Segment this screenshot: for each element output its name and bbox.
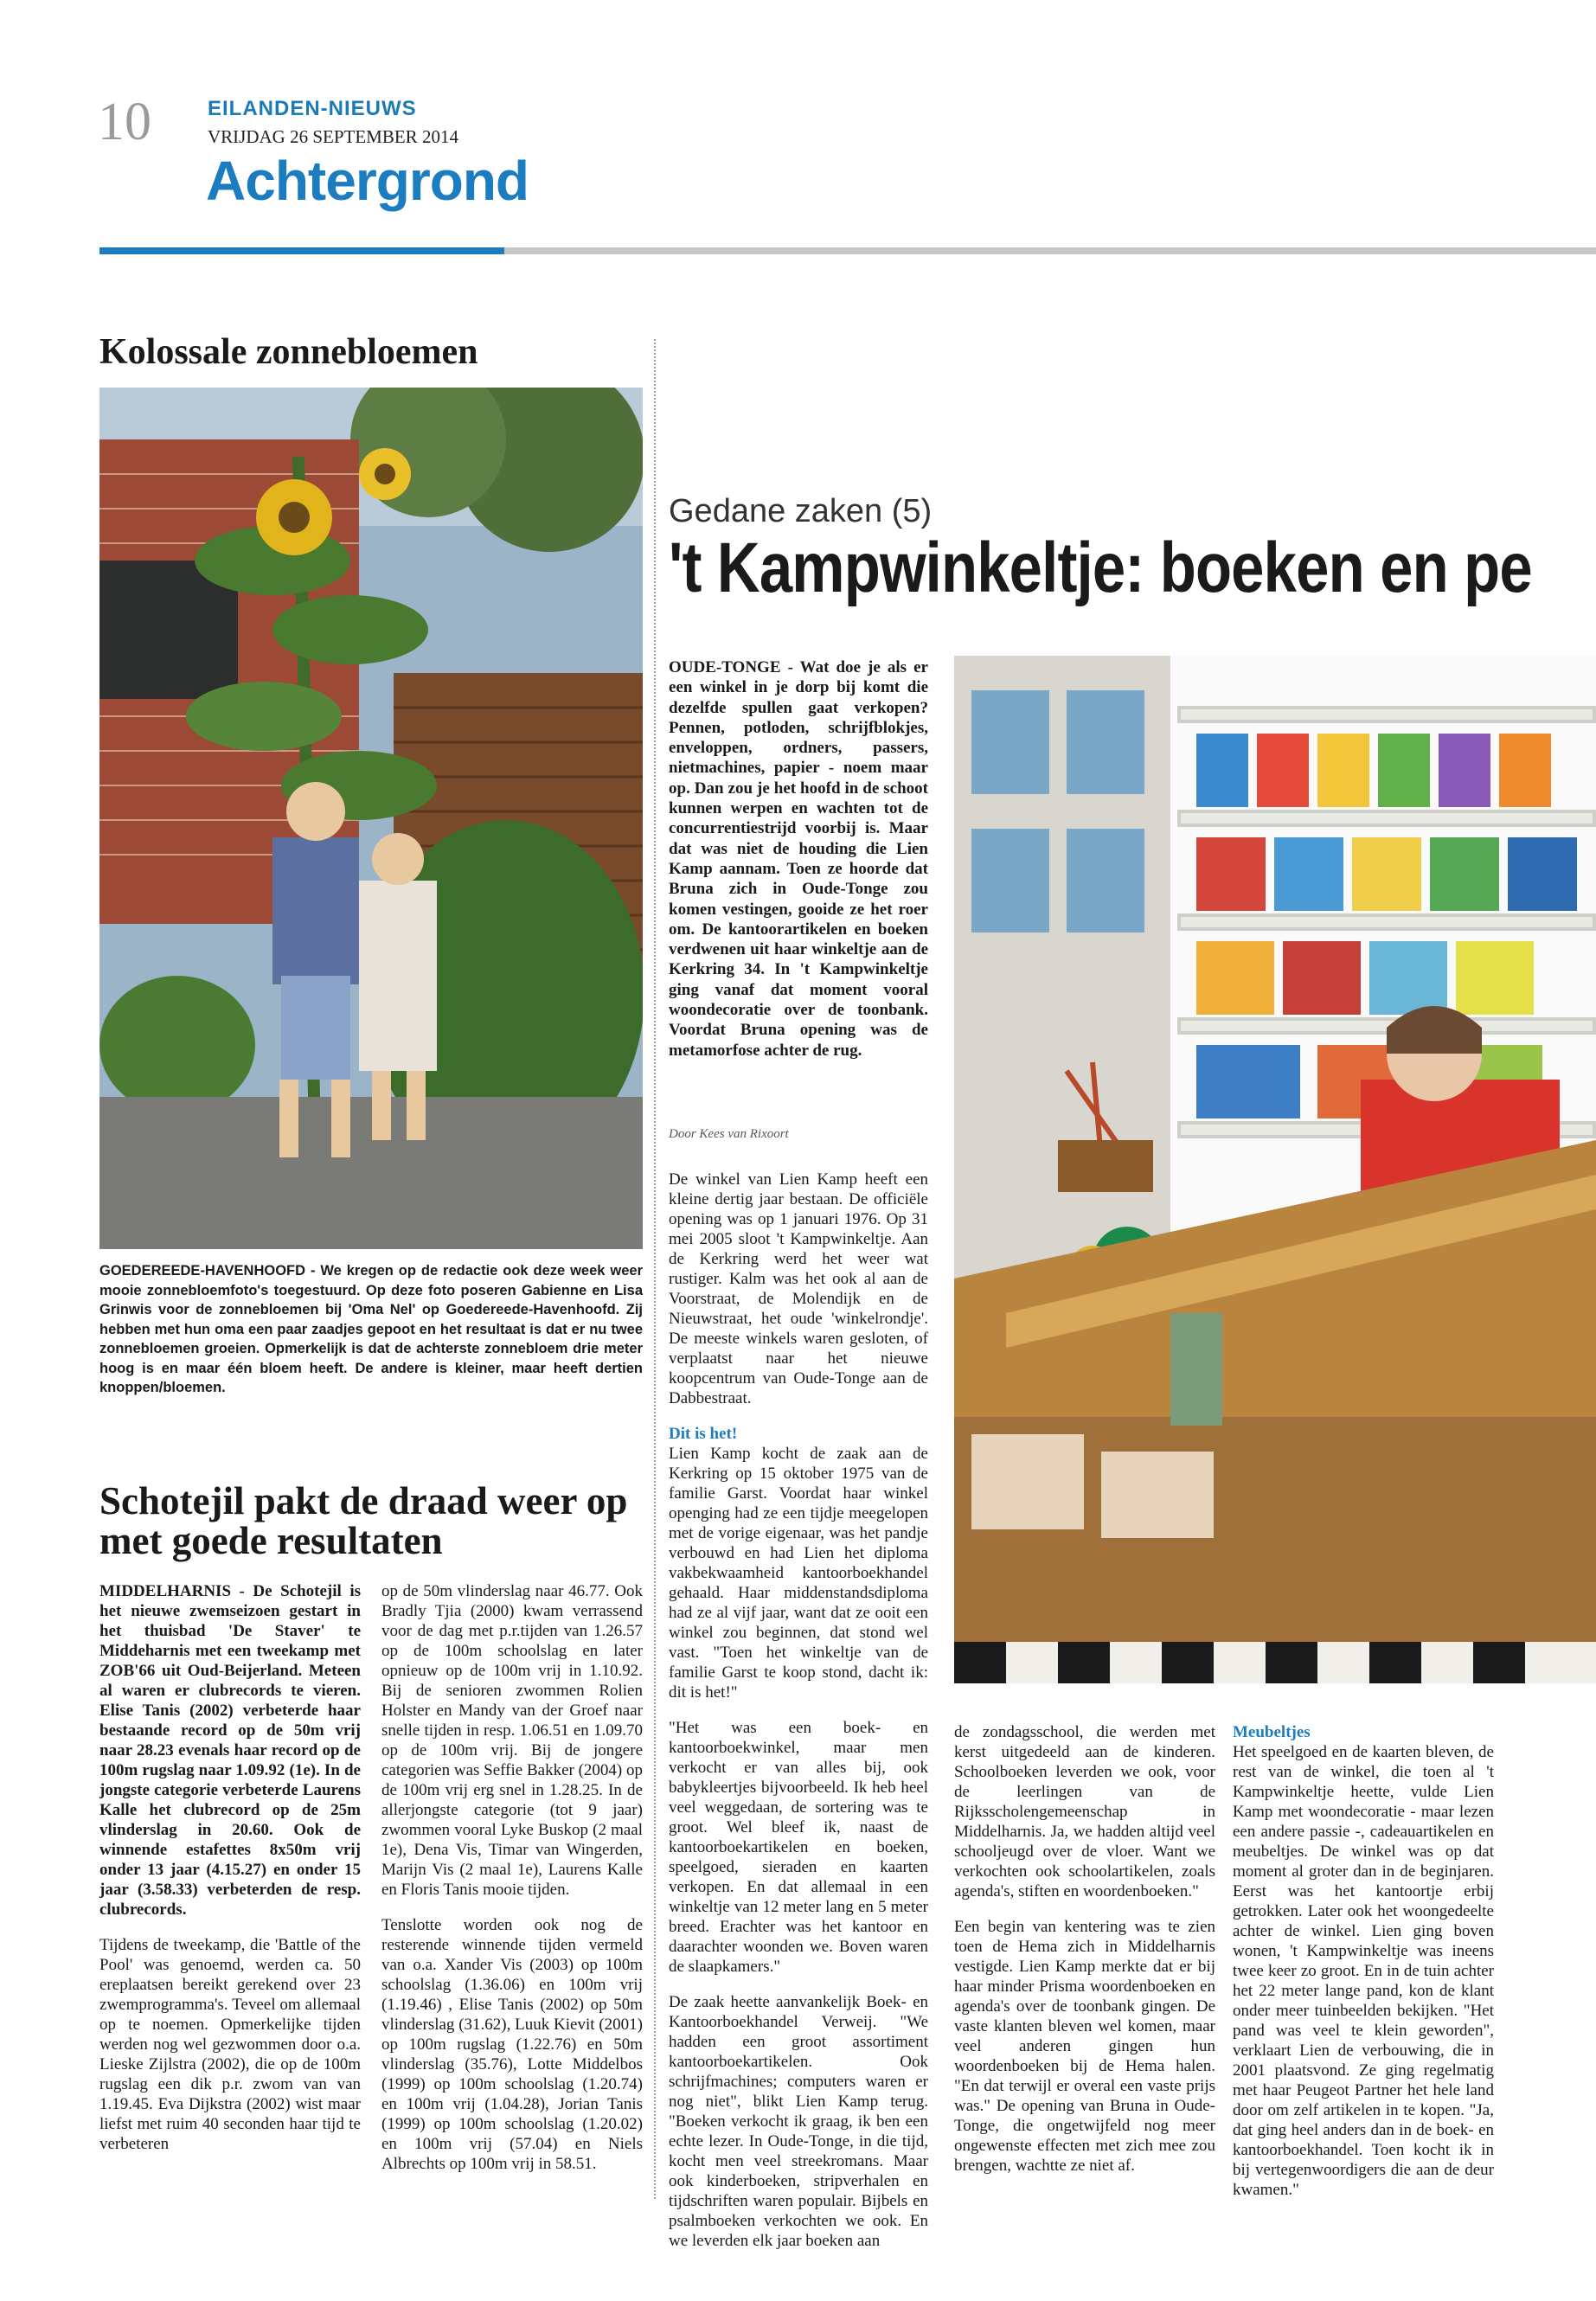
shop-paragraph-7: Het speelgoed en de kaarten bleven, de rest van de winkel, die toen al 't Kampwinkeltje heette, vulde Lien Kamp met woondecoratie - maar lezen een andere passie -, cadeauartikelen en meubeltjes. De winkel was op dat moment al groter dan in de beginjaren. Eerst was het kantoortje erbij getrokken. Later ook het woongedeelte achter de winkel. Lien ging boven wonen, 't Kampwinkeltje was ineens twee keer zo groot. En in de tuin achter het 22 meter lange pand, kon de klant onder meer tuinbeelden bekijken. "Het pand was veel te klein geworden", verklaart Lien de verbouwing, die in 2001 plaatsvond. Ze ging regelmatig met haar Peugeot Partner het hele land door om zelf artikelen in te kopen. "Ja, dat ging heel anders dan in de boek- en kantoorboekhandel. Toen kocht ik in bij vertegenwoordigers die aan de deur kwamen." [1233,1743,1494,2199]
shop-paragraph-2: Lien Kamp kocht de zaak aan de Kerkring op 15 oktober 1975 van de familie Garst. Voordat haar winkel openging had ze een tijdje meegelopen met de vorige eigenaar, was het pandje verbouwd en had Lien het diploma vakbekwaamheid kantoorboekhandel gehaald. Haar middenstandsdiploma had ze al vijf jaar, want dat ze ooit een winkel zou beginnen, dat stond wel vast. "Toen het winkeltje van de familie Garst te koop stond, dacht ik: dit is het!" [669,1445,928,1702]
shop-photo [954,656,1596,1683]
swim-column-2 [381,1581,643,2189]
dateline: VRIJDAG 26 SEPTEMBER 2014 [208,126,458,147]
sunflower-caption: GOEDEREEDE-HAVENHOOFD - We kregen op de redactie ook deze week weer mooie zonnebloemfoto's toegestuurd. Op deze foto poseren Gabienne en Lisa Grinwis voor de zonnebloemen bij 'Oma Nel' op Goedereede-Havenhoofd. Zij hebben met hun oma een paar zaadjes gepoot en het resultaat is dat er nu twee zonnebloemen groeien. Opmerkelijk is dat de achterste zonnebloem drie meter hoog is en maar één bloem heeft. De andere is kleiner, maar heeft dertien knoppen/bloemen. [99,1263,643,1395]
swim-body-2: op de 50m vlinderslag naar 46.77. Ook Bradly Tjia (2000) kwam verrassend voor de dag met p.r.tijden van 1.26.57 op de 100m schoolslag en later opnieuw op de 100m vrij in 1.10.92. Bij de senioren zwommen Rolien Holster en Mandy van der Groef naar snelle tijden in resp. 1.06.51 en 1.09.70 op de 100m vrij. Bij de jongere categorien was Seffie Bakker (2004) op de 100m vrij erg snel in 1.28.25. In de allerjongste categorie (tot 9 jaar) zwommen vooral Lyke Buskop (2 maal 1e), Dena Vis, Timar van Wingerden, Marijn Vis (2 maal 1e), Laurens Kalle en Floris Tanis mooie tijden. [381,1582,643,1899]
shop-byline: Door Kees van Rixoort [669,1127,789,1141]
sunflower-headline: Kolossale zonnebloemen [99,332,478,372]
shop-paragraph-6: Een begin van kentering was te zien toen de Hema zich in Middelharnis vestigde. Lien Kamp merkte dat er bij haar minder Prisma woordenboeken en agenda's over de toonbank gingen. De vaste klanten bleven wel komen, maar veel anderen gingen hun woordenboeken bij de Hema halen. "En dat terwijl er overal een vaste prijs was." De opening van Bruna in Oude-Tonge, die ongetwijfeld nog meer ongewenste effecten met zich mee zou brengen, wachtte ze niet af. [954,1918,1215,2175]
shop-column-1 [669,1170,928,2266]
shop-paragraph-4: De zaak heette aanvankelijk Boek- en Kantoorboekhandel Verweij. "We hadden een groot assortiment kantoorboekartikelen. Ook schrijfmachines; computers waren er nog niet", blikt Lien Kamp terug. "Boeken verkocht ik graag, ik ben een echte lezer. In Oude-Tonge, in die tijd, kocht men veel streekromans. Maar ook kinderboeken, stripverhalen en tijdschriften waren populair. Bijbels en psalmboeken verkochten we ook. En we leverden elk jaar boeken aan [669,1993,928,2250]
shop-column-2 [954,1722,1215,2191]
shop-subhead-1: Dit is het! [669,1425,738,1443]
header-rule-accent [99,247,504,254]
swim-headline: Schotejil pakt de draad weer op met goede resultaten [99,1479,628,1562]
sunflower-photo [99,388,643,1249]
swim-column-1 [99,1581,361,2170]
shop-column-3 [1233,1722,1494,2215]
swim-body-1: Tijdens de tweekamp, die 'Battle of the Pool' was genoemd, werden ca. 50 ereplaatsen bereikt gerekend over 23 zwemprogramma's. Teveel om allemaal op te noemen. Opmerkelijke tijden werden nog wel gezwommen door o.a. Lieske Zijlstra (2002), die op de 100m rugslag een dik p.r. zwom van van 1.19.45. Eva Dijkstra (2002) wist maar liefst met ruim 40 seconden haar tijd te verbeteren [99,1936,361,2153]
shop-kicker: Gedane zaken (5) [669,493,933,529]
shop-lead-column [669,657,928,1076]
shop-paragraph-5: de zondagsschool, die werden met kerst uitgedeeld aan de kinderen. Schoolboeken leverden we ook, voor de leerlingen van de Rijksscholengemeenschap in Middelharnis. Ja, we hadden altijd veel schooljeugd over de vloer. Want we verkochten ook schoolartikelen, zoals agenda's, stiften en woordenboeken." [954,1723,1215,1900]
shop-lead: OUDE-TONGE - Wat doe je als er een winkel in je dorp bij komt die dezelfde spullen gaat verkopen? Pennen, potloden, schrijfblokjes, enveloppen, ordners, passers, nietmachines, papier - noem maar op. Dan zou je het hoofd in de schoot kunnen werpen en wachten tot de concurrentiestrijd voorbij is. Maar dat was niet de houding die Lien Kamp aannam. Toen ze hoorde dat Bruna zich in Oude-Tonge zou komen vestingen, gooide ze het roer om. De kantoorartikelen en boeken verdwenen uit haar winkeltje aan de Kerkring 34. In 't Kampwinkeltje ging vanaf dat moment vooral woondecoratie over de toonbank. Voordat Bruna opening was de metamorfose achter de rug. [669,658,928,1060]
shop-headline: 't Kampwinkeltje: boeken en pe [669,529,1532,607]
shop-paragraph-3: "Het was een boek- en kantoorboekwinkel, maar men verkocht er van alles bij, ook babykleertjes bijvoorbeeld. Ik heb heel veel weggedaan, de sortering was te groot. Wel bleef ik, naast de kantoorboekartikelen en boeken, speelgoed, sieraden en kaarten verkopen. En dat allemaal in een winkeltje van 12 meter lang en 5 meter breed. Erachter was het kantoor en daarachter woonden we. Boven waren de slaapkamers." [669,1719,928,1976]
shop-subhead-2: Meubeltjes [1233,1723,1311,1741]
section-title: Achtergrond [206,150,529,212]
swim-lead: MIDDELHARNIS - De Schotejil is het nieuwe zwemseizoen gestart in het thuisbad 'De Staver' te Middeharnis met een tweekamp met ZOB'66 uit Oud-Beijerland. Meteen al waren er clubrecords te vieren. Elise Tanis (2002) verbeterde haar bestaande record op de 50m vrij naar 28.23 evenals haar record op de 100m rugslag naar 1.09.92 (1e). In de jongste categorie verbeterde Laurens Kalle het clubrecord op de 25m vlinderslag in 20.60. Ook de winnende estafettes 8x50m vrij onder 13 jaar (4.15.27) en onder 15 jaar (3.58.33) verbeterden de resp. clubrecords. [99,1582,361,1919]
shop-paragraph-1: De winkel van Lien Kamp heeft een kleine dertig jaar bestaan. De officiële opening was op 1 januari 1976. Op 31 mei 2005 sloot 't Kampwinkeltje. Aan de Kerkring werd het weer wat rustiger. Kalm was het ook al aan de Voorstraat, de Molendijk en de Nieuwstraat, het oude 'winkelrondje'. De meeste winkels waren gesloten, of verplaatst naar het nieuwe koopcentrum van Oude-Tonge aan de Dabbestraat. [669,1170,928,1407]
column-separator [654,339,656,2199]
masthead-logo: EILANDEN-NIEUWS [208,97,417,120]
page-number: 10 [98,93,151,151]
swim-body-3: Tenslotte worden ook nog de resterende winnende tijden vermeld van o.a. Xander Vis (2003) op 100m schoolslag (1.36.06) en 100m vrij (1.19.46) , Elise Tanis (2002) op 50m vlinderslag (31.62), Luuk Kievit (2001) op 100m rugslag (1.22.76) en 50m vlinderslag (35.76), Lotte Middelbos (1999) op 100m schoolslag (1.20.74) en 100m vrij (1.04.28), Jorian Tanis (1999) op 100m schoolslag (1.20.02) en 100m vrij (57.04) en Niels Albrechts op 100m vrij in 58.51. [381,1916,643,2173]
